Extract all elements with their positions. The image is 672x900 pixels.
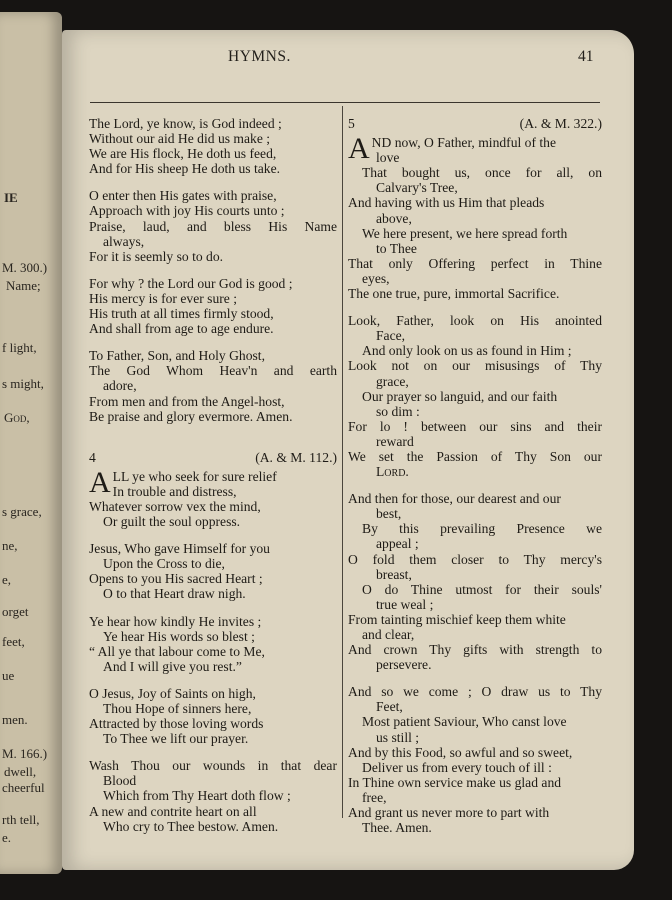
verse-line: Attracted by those loving words: [89, 716, 264, 732]
verse-line: That bought us, once for all, on: [362, 165, 602, 181]
verse-line: Praise, laud, and bless His Name: [89, 218, 337, 234]
hymn-heading: [89, 450, 337, 465]
verse-line: To Father, Son, and Holy Ghost,: [89, 348, 265, 364]
verse-line: us still ;: [376, 729, 420, 745]
verse-line: Feet,: [376, 699, 403, 715]
left-fragment: M. 166.): [2, 746, 48, 761]
verse-line: adore,: [103, 378, 137, 394]
verse-line: The God Whom Heav'n and earth: [89, 363, 337, 379]
left-fragment: ue: [2, 668, 15, 683]
verse-line: We here present, we here spread forth: [362, 225, 568, 241]
verse-line: free,: [362, 789, 387, 805]
hymn-heading: [348, 116, 602, 131]
verse-line: Ye hear how kindly He invites ;: [89, 613, 262, 629]
verse-line: and clear,: [362, 627, 415, 642]
verse-line: Look not on our misusings of Thy: [348, 358, 602, 374]
verse-line: Whatever sorrow vex the mind,: [89, 498, 261, 514]
verse-line: We are His flock, He doth us feed,: [89, 146, 277, 162]
left-column: [89, 116, 337, 834]
drop-cap: A: [348, 132, 370, 166]
verse-line: For lo ! between our sins and their: [348, 418, 602, 434]
verse-line: Upon the Cross to die,: [103, 556, 225, 572]
verse-line: so dim :: [376, 403, 420, 419]
verse-line: persevere.: [376, 657, 432, 673]
left-page-edge: [0, 12, 62, 874]
verse-line: For it is seemly so to do.: [89, 248, 224, 264]
verse-line: Calvary's Tree,: [376, 180, 458, 196]
verse-line: O Jesus, Joy of Saints on high,: [89, 685, 256, 701]
verse-line: O enter then His gates with praise,: [89, 188, 277, 204]
verse-line: Which from Thy Heart doth flow ;: [103, 788, 291, 804]
left-fragment: feet,: [2, 634, 25, 649]
drop-cap: A: [89, 465, 111, 499]
verse-line: From men and from the Angel-host,: [89, 393, 285, 409]
verse-line: And shall from age to age endure.: [89, 321, 274, 337]
header-rule: [90, 102, 600, 103]
verse-line: Thou Hope of sinners here,: [103, 701, 252, 716]
verse-line: In Thine own service make us glad and: [348, 774, 562, 790]
verse-line: And crown Thy gifts with strength to: [348, 642, 602, 658]
verse-line: Who cry to Thee bestow. Amen.: [103, 818, 279, 834]
verse-line: O fold them closer to Thy mercy's: [348, 551, 602, 567]
verse-line: Ye hear His words so blest ;: [103, 628, 255, 644]
left-fragment: e,: [2, 572, 12, 587]
verse-line: Be praise and glory evermore. Amen.: [89, 408, 293, 424]
left-fragment: dwell,: [4, 764, 37, 779]
hymn-reference: (A. & M. 112.): [255, 449, 337, 465]
left-fragment: Name;: [6, 278, 41, 293]
verse-line: Or guilt the soul oppress.: [103, 514, 241, 530]
verse-line: Wash Thou our wounds in that dear: [89, 758, 337, 774]
verse-line: always,: [103, 233, 145, 249]
verse-line: For why ? the Lord our God is good ;: [89, 275, 293, 291]
verse-line: And I will give you rest.”: [103, 658, 242, 674]
verse-line: A new and contrite heart on all: [89, 803, 257, 819]
verse-line: His mercy is for ever sure ;: [89, 290, 237, 306]
verse-line: And so we come ; O draw us to Thy: [348, 684, 602, 700]
left-fragment: God,: [4, 410, 30, 425]
verse-line: And for His sheep He doth us take.: [89, 161, 281, 177]
verse-line: Lord.: [376, 464, 409, 480]
left-fragment: orget: [2, 604, 29, 619]
verse-line: to Thee: [376, 240, 417, 256]
hymn-number: 4: [89, 449, 96, 465]
right-column: [348, 116, 602, 835]
column-divider: [342, 106, 343, 818]
verse-line: We set the Passion of Thy Son our: [348, 448, 602, 464]
verse-line: LL ye who seek for sure relief: [112, 468, 277, 484]
verse-line: Our prayer so languid, and our faith: [362, 388, 558, 404]
left-fragment: f light,: [2, 340, 37, 355]
hymn-number: 5: [348, 116, 355, 131]
verse-line: Without our aid He did us make ;: [89, 131, 271, 147]
verse-line: appeal ;: [376, 536, 419, 552]
verse-line: By this prevailing Presence we: [362, 521, 602, 537]
verse-line: In trouble and distress,: [112, 483, 237, 499]
verse-line: And having with us Him that pleads: [348, 195, 545, 211]
verse-line: breast,: [376, 566, 412, 582]
left-fragment: men.: [2, 712, 28, 727]
page-number: 41: [578, 48, 594, 65]
verse-line: Blood: [103, 773, 137, 789]
left-fragment: ne,: [2, 538, 18, 553]
verse-line: true weal ;: [376, 596, 434, 612]
verse-line: That only Offering perfect in Thine: [348, 255, 602, 271]
verse-line: reward: [376, 433, 414, 449]
verse-line: The one true, pure, immortal Sacrifice.: [348, 286, 560, 302]
verse-line: Look, Father, look on His anointed: [348, 313, 602, 329]
verse-line: Face,: [376, 328, 406, 344]
verse-line: The Lord, ye know, is God indeed ;: [89, 116, 282, 131]
left-fragment: cheerful: [2, 780, 45, 795]
verse-line: And grant us never more to part with: [348, 805, 550, 821]
verse-line: above,: [376, 210, 412, 226]
hymn-reference: (A. & M. 322.): [519, 116, 602, 131]
verse-line: Jesus, Who gave Himself for you: [89, 541, 270, 557]
left-fragment: M. 300.): [2, 260, 48, 275]
verse-line: And only look on us as found in Him ;: [362, 343, 572, 359]
verse-line: “ All ye that labour come to Me,: [89, 643, 265, 659]
verse-line: And by this Food, so awful and so sweet,: [348, 744, 573, 760]
verse-line: From tainting mischief keep them white: [348, 611, 566, 627]
verse-line: Deliver us from every touch of ill :: [362, 759, 552, 775]
running-head: HYMNS.: [228, 48, 291, 65]
left-fragment: rth tell,: [2, 812, 40, 827]
left-fragment: e.: [2, 830, 12, 845]
verse-line: And then for those, our dearest and our: [348, 491, 561, 507]
verse-line: To Thee we lift our prayer.: [103, 731, 249, 747]
verse-line: Most patient Saviour, Who canst love: [362, 714, 567, 730]
verse-line: O do Thine utmost for their souls': [362, 581, 602, 597]
verse-line: Thee. Amen.: [362, 820, 432, 836]
verse-line: Opens to you His sacred Heart ;: [89, 571, 263, 587]
verse-line: O to that Heart draw nigh.: [103, 586, 246, 602]
verse-line: ND now, O Father, mindful of the: [371, 135, 556, 151]
verse-line: eyes,: [362, 270, 390, 286]
left-fragment: s grace,: [2, 504, 42, 519]
left-fragment: IE: [4, 190, 18, 205]
verse-line: love: [376, 150, 400, 166]
verse-line: Approach with joy His courts unto ;: [89, 203, 285, 219]
verse-line: grace,: [376, 373, 409, 389]
verse-line: best,: [376, 506, 402, 522]
verse-line: His truth at all times firmly stood,: [89, 306, 274, 322]
left-fragment: s might,: [2, 376, 44, 391]
